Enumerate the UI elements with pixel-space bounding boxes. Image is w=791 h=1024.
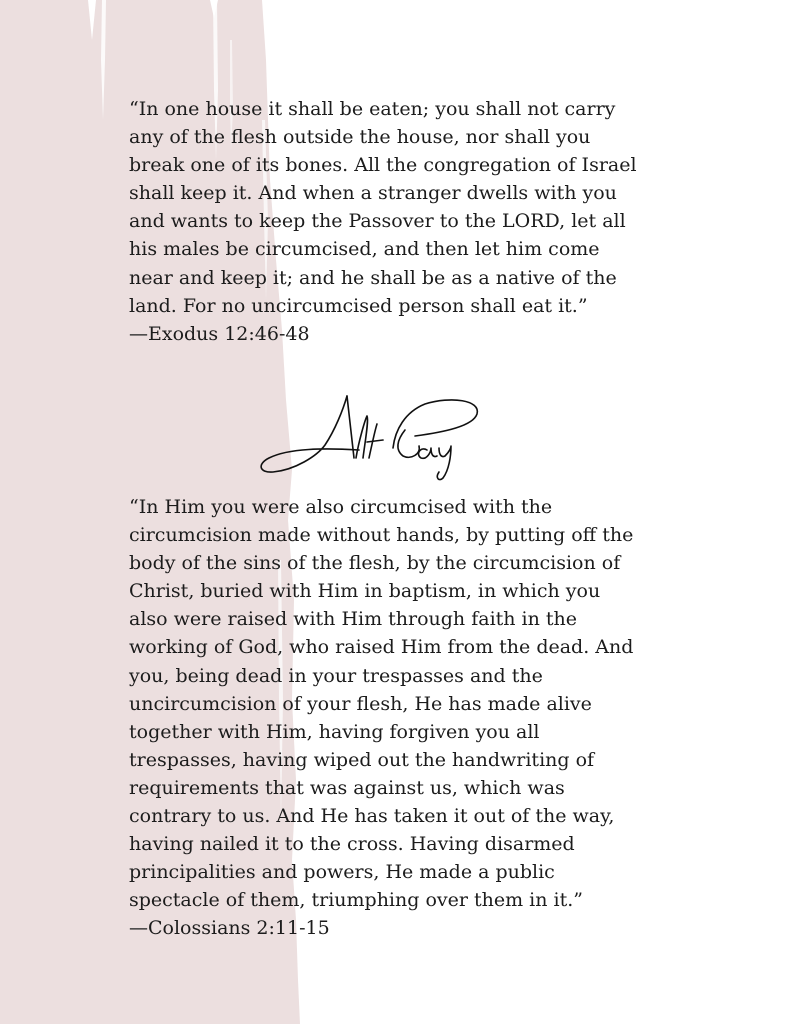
verse-reference: —Exodus 12:46-48 — [129, 322, 310, 345]
verse-line: shall keep it. And when a stranger dwells with you — [129, 182, 617, 205]
verse-line: circumcision made without hands, by putting off the — [129, 524, 634, 547]
verse-line: working of God, who raised Him from the dead. And — [129, 636, 634, 659]
passage-colossians — [129, 493, 689, 943]
verse-reference: —Colossians 2:11-15 — [129, 917, 330, 940]
verse-line: Christ, buried with Him in baptism, in which you — [129, 580, 601, 603]
verse-line: trespasses, having wiped out the handwriting of — [129, 748, 595, 771]
verse-line: his males be circumcised, and then let him come — [129, 238, 600, 261]
verse-line: together with Him, having forgiven you all — [129, 720, 540, 743]
signature-script-icon — [255, 390, 485, 485]
verse-line: principalities and powers, He made a public — [129, 861, 555, 884]
verse-line: contrary to us. And He has taken it out of the way, — [129, 805, 615, 828]
signature — [255, 390, 485, 485]
verse-line: near and keep it; and he shall be as a native of the — [129, 266, 617, 289]
verse-line: break one of its bones. All the congregation of Israel — [129, 154, 637, 177]
verse-line: and wants to keep the Passover to the LORD, let all — [129, 210, 626, 233]
verse-line: “In Him you were also circumcised with the — [129, 496, 553, 518]
passage-exodus — [129, 95, 689, 348]
verse-line: requirements that was against us, which was — [129, 776, 565, 799]
verse-line: you, being dead in your trespasses and the — [129, 664, 543, 687]
verse-line: spectacle of them, triumphing over them in it.” — [129, 889, 583, 912]
verse-line: “In one house it shall be eaten; you shall not carry — [129, 98, 616, 120]
verse-line: having nailed it to the cross. Having disarmed — [129, 833, 575, 856]
verse-line: body of the sins of the flesh, by the circumcision of — [129, 552, 621, 575]
verse-line: uncircumcision of your flesh, He has made alive — [129, 692, 592, 715]
verse-line: land. For no uncircumcised person shall eat it.” — [129, 294, 588, 317]
verse-line: also were raised with Him through faith in the — [129, 608, 578, 631]
verse-line: any of the flesh outside the house, nor shall you — [129, 126, 591, 149]
